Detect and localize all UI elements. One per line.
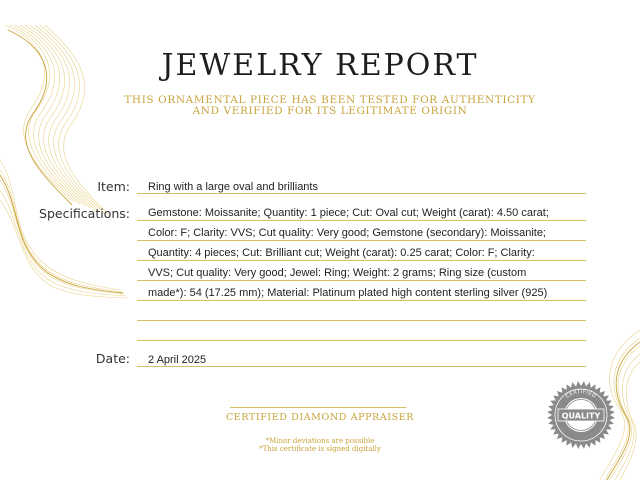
spec-rule-empty bbox=[137, 340, 586, 341]
spec-line: made*): 54 (17.25 mm); Material: Platinum plated high content sterling silver (925) bbox=[148, 287, 548, 299]
spec-rule bbox=[137, 240, 586, 241]
date-value: 2 April 2025 bbox=[148, 354, 207, 366]
spec-line: Color: F; Clarity: VVS; Cut quality: Very good; Gemstone (secondary): Moissanite; bbox=[148, 227, 546, 239]
signature-line bbox=[230, 407, 406, 408]
seal-ring-text: CERTIFIED bbox=[564, 388, 598, 400]
specifications-label: Specifications: bbox=[39, 206, 130, 221]
gold-wave-decoration-icon bbox=[0, 0, 140, 300]
signature-caption: CERTIFIED DIAMOND APPRAISER bbox=[225, 412, 415, 423]
report-subtitle bbox=[60, 95, 600, 117]
spec-line: VVS; Cut quality: Very good; Jewel: Ring; Weight: 2 grams; Ring size (custom bbox=[148, 267, 527, 279]
spec-rule-empty bbox=[137, 320, 586, 321]
spec-line: Gemstone: Moissanite; Quantity: 1 piece; Cut: Oval cut; Weight (carat): 4.50 carat; bbox=[148, 207, 549, 219]
subtitle-line-1: THIS ORNAMENTAL PIECE HAS BEEN TESTED FOR AUTHENTICITY bbox=[124, 94, 536, 106]
report-title: JEWELRY REPORT bbox=[161, 48, 479, 83]
seal-center-text: QUALITY bbox=[561, 411, 601, 421]
spec-rule bbox=[137, 220, 586, 221]
date-rule bbox=[137, 366, 586, 367]
spec-rule bbox=[137, 300, 586, 301]
footnote-deviations: *Minor deviations are possible bbox=[265, 437, 375, 445]
spec-rule bbox=[137, 260, 586, 261]
item-rule bbox=[137, 193, 586, 194]
footnote-digital-signature: *This certificate is signed digitally bbox=[259, 445, 381, 453]
quality-seal-icon bbox=[546, 380, 616, 450]
spec-rule bbox=[137, 280, 586, 281]
item-value: Ring with a large oval and brilliants bbox=[148, 181, 318, 193]
date-label: Date: bbox=[95, 351, 130, 366]
item-label: Item: bbox=[97, 179, 130, 194]
subtitle-line-2: AND VERIFIED FOR ITS LEGITIMATE ORIGIN bbox=[192, 105, 468, 117]
spec-line: Quantity: 4 pieces; Cut: Brilliant cut; Weight (carat): 0.25 carat; Color: F; Clarity: bbox=[148, 247, 535, 259]
